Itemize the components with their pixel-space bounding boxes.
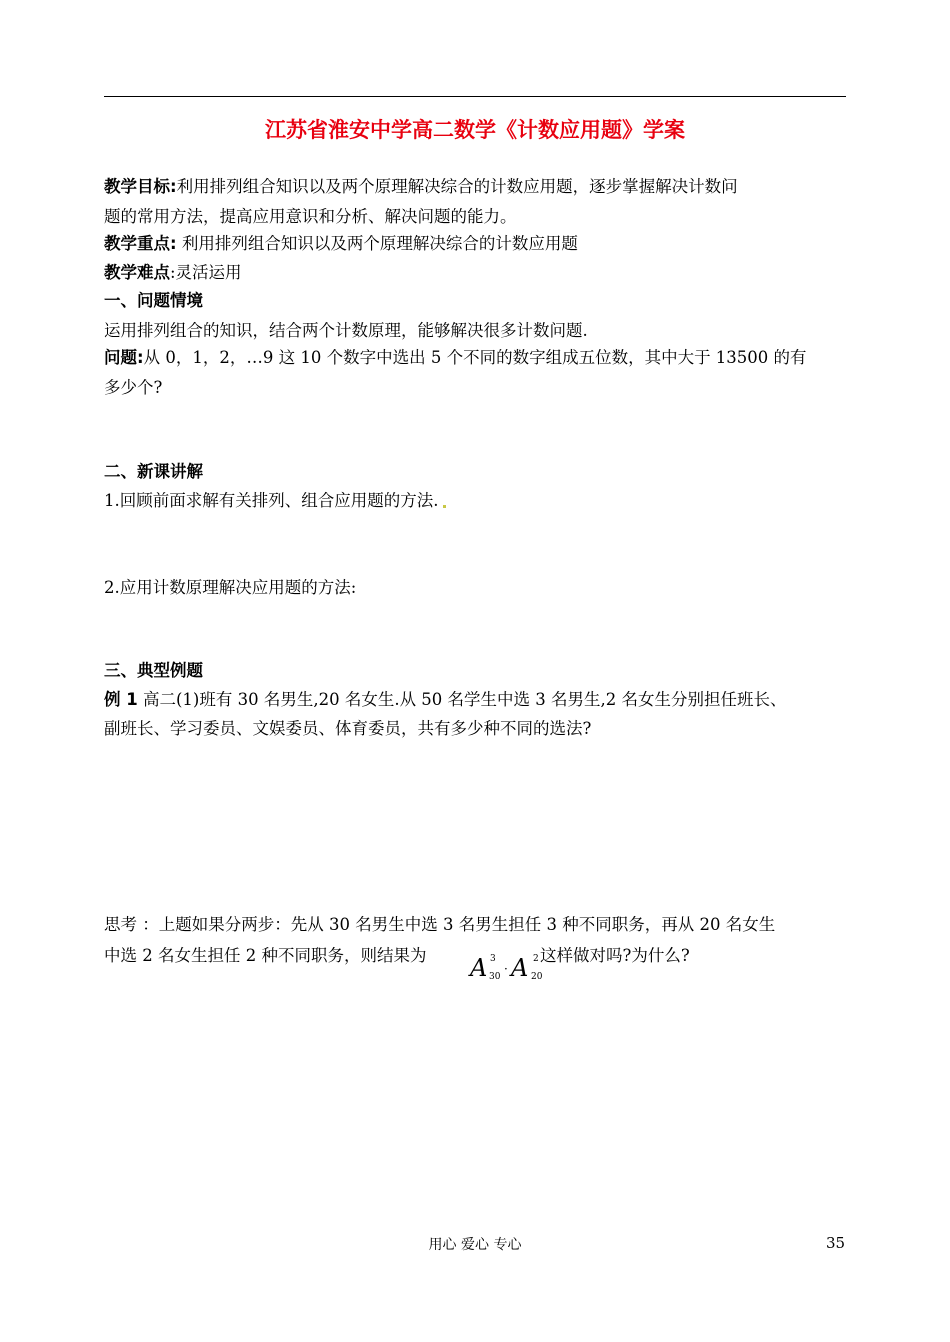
section2-heading: 二、新课讲解 bbox=[104, 462, 203, 481]
formula-a-2: A bbox=[511, 954, 529, 982]
page-number: 35 bbox=[826, 1234, 846, 1252]
problem-line-1 bbox=[104, 347, 807, 369]
problem-label: 问题: bbox=[104, 348, 144, 367]
difficulty-text: :灵活运用 bbox=[170, 263, 242, 282]
example-text-1: 高二(1)班有 30 名男生,20 名女生.从 50 名学生中选 3 名男生,2 名女生分别担任班长、 bbox=[137, 690, 787, 709]
key-points-label: 教学重点: bbox=[104, 234, 177, 253]
formula-sup-2: 2 bbox=[533, 954, 539, 964]
section3-heading: 三、典型例题 bbox=[104, 661, 203, 680]
formula-a-1: A bbox=[470, 954, 488, 982]
formula-sub-2: 20 bbox=[531, 972, 543, 982]
example-line-1 bbox=[104, 689, 787, 711]
permutation-formula bbox=[470, 952, 548, 988]
problem-line-2: 多少个? bbox=[104, 378, 163, 397]
objectives-line-2: 题的常用方法，提高应用意识和分析、解决问题的能力。 bbox=[104, 207, 517, 226]
think-line-1: 思考 ：上题如果分两步：先从 30 名男生中选 3 名男生担任 3 种不同职务，再从 20 名女生 bbox=[104, 915, 776, 934]
think-line-2-before: 中选 2 名女生担任 2 种不同职务，则结果为 bbox=[104, 946, 427, 965]
key-points bbox=[104, 233, 578, 255]
section2-item-1 bbox=[104, 490, 446, 512]
difficulty bbox=[104, 262, 242, 284]
section1-intro: 运用排列组合的知识，结合两个计数原理，能够解决很多计数问题. bbox=[104, 321, 588, 340]
formula-sub-1: 30 bbox=[489, 972, 501, 982]
key-points-text: 利用排列组合知识以及两个原理解决综合的计数应用题 bbox=[176, 234, 578, 253]
difficulty-label: 教学难点 bbox=[104, 263, 170, 282]
section2-item-2: 2.应用计数原理解决应用题的方法: bbox=[104, 578, 357, 597]
header-rule bbox=[104, 96, 846, 97]
objectives-label: 教学目标: bbox=[104, 177, 177, 196]
example-line-2: 副班长、学习委员、文娱委员、体育委员，共有多少种不同的选法? bbox=[104, 719, 592, 738]
footer-text: 用心 爱心 专心 bbox=[428, 1237, 522, 1253]
example-label: 例 1 bbox=[104, 690, 138, 709]
formula-dot: · bbox=[504, 962, 508, 976]
objectives-line-1 bbox=[104, 176, 738, 198]
objectives-text-1: 利用排列组合知识以及两个原理解决综合的计数应用题，逐步掌握解决计数问 bbox=[176, 177, 738, 196]
section1-heading: 一、问题情境 bbox=[104, 291, 203, 310]
page-title: 江苏省淮安中学高二数学《计数应用题》学案 bbox=[265, 118, 685, 142]
problem-text-1: 从 0，1，2，…9 这 10 个数字中选出 5 个不同的数字组成五位数，其中大于 13500 的有 bbox=[143, 348, 807, 367]
think-line-2-after: 这样做对吗?为什么? bbox=[540, 946, 690, 965]
section2-item-1-text: 1.回顾前面求解有关排列、组合应用题的方法. bbox=[104, 491, 439, 510]
decorative-dot bbox=[443, 505, 446, 508]
formula-sup-1: 3 bbox=[490, 954, 496, 964]
